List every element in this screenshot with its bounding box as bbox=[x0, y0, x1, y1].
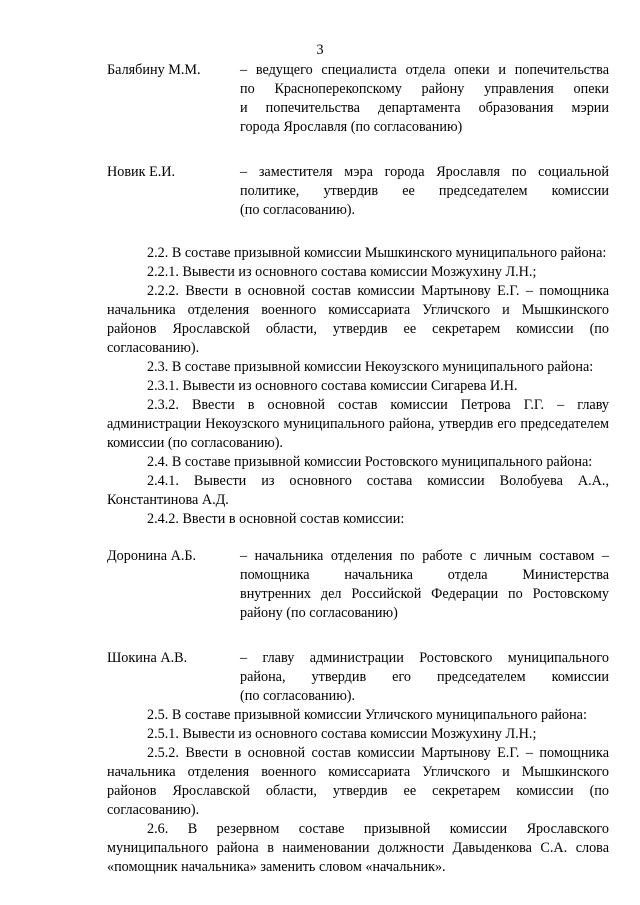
person-description bbox=[240, 61, 609, 137]
person-name: Шокина А.В. bbox=[107, 650, 188, 666]
person-description bbox=[240, 547, 609, 623]
person-entry-novik bbox=[107, 163, 609, 220]
description-line: – заместителя мэра города Ярославля по социальной bbox=[240, 164, 609, 180]
description-line: политике, утвердив ее председателем комиссии bbox=[240, 183, 609, 199]
paragraph: 2.2. В составе призывной комиссии Мышкинского муниципального района: bbox=[147, 245, 607, 261]
person-name: Балябину М.М. bbox=[107, 62, 201, 78]
person-name: Доронина А.Б. bbox=[107, 548, 197, 564]
paragraph: 2.5.1. Вывести из основного состава комиссии Мозжухину Л.Н.; bbox=[147, 726, 537, 742]
paragraph: 2.6. В резервном составе призывной комиссии Ярославского муниципального района в наименовании должности Давыденкова С.А. слова «помощник начальника» заменить словом «начальник». bbox=[107, 821, 609, 875]
page-number: 3 bbox=[316, 42, 324, 58]
paragraph: 2.4.1. Вывести из основного состава комиссии Волобуева А.А., Константинова А.Д. bbox=[107, 473, 609, 508]
paragraph: 2.3.1. Вывести из основного состава комиссии Сигарева И.Н. bbox=[147, 378, 518, 394]
paragraph: 2.5. В составе призывной комиссии Угличского муниципального района: bbox=[147, 707, 587, 723]
person-name: Новик Е.И. bbox=[107, 164, 176, 180]
person-entry-balyabina bbox=[107, 61, 609, 137]
person-entry-shokina bbox=[107, 649, 609, 706]
document-body bbox=[107, 61, 609, 877]
description-line: города Ярославля (по согласованию) bbox=[240, 119, 463, 135]
description-line: внутренних дел Российской Федерации по Ростовскому bbox=[240, 586, 609, 602]
person-description bbox=[240, 649, 609, 706]
person-entry-doronina bbox=[107, 547, 609, 623]
description-line: и попечительства департамента образования мэрии bbox=[240, 100, 609, 116]
paragraph: 2.4. В составе призывной комиссии Ростовского муниципального района: bbox=[147, 454, 593, 470]
paragraph: 2.2.1. Вывести из основного состава комиссии Мозжухину Л.Н.; bbox=[147, 264, 537, 280]
paragraph: 2.5.2. Ввести в основной состав комиссии Мартынову Е.Г. – помощника начальника отделения военного комиссариата Угличского и Мышкинского районов Ярославской области, утвердив ее секретарем комиссии (по согласованию). bbox=[107, 745, 609, 818]
description-line: – главу администрации Ростовского муниципального bbox=[240, 650, 609, 666]
description-line: (по согласованию). bbox=[240, 202, 356, 218]
description-line: района, утвердив его председателем комиссии bbox=[240, 669, 609, 685]
description-line: – ведущего специалиста отдела опеки и попечительства bbox=[240, 62, 609, 78]
description-line: помощника начальника отдела Министерства bbox=[240, 567, 609, 583]
description-line: району (по согласованию) bbox=[240, 605, 398, 621]
paragraph: 2.3. В составе призывной комиссии Некоузского муниципального района: bbox=[147, 359, 594, 375]
description-line: (по согласованию). bbox=[240, 688, 356, 704]
description-line: по Красноперекопскому району управления опеки bbox=[240, 81, 609, 97]
description-line: – начальника отделения по работе с личным составом – bbox=[240, 548, 609, 564]
paragraph: 2.3.2. Ввести в основной состав комиссии Петрова Г.Г. – главу администрации Некоузского муниципального района, утвердив его председателем комиссии (по согласованию). bbox=[107, 397, 609, 451]
paragraph: 2.4.2. Ввести в основной состав комиссии: bbox=[147, 511, 405, 527]
paragraph: 2.2.2. Ввести в основной состав комиссии Мартынову Е.Г. – помощника начальника отделения военного комиссариата Угличского и Мышкинского районов Ярославской области, утвердив ее секретарем комиссии (по согласованию). bbox=[107, 283, 609, 356]
person-description bbox=[240, 163, 609, 220]
